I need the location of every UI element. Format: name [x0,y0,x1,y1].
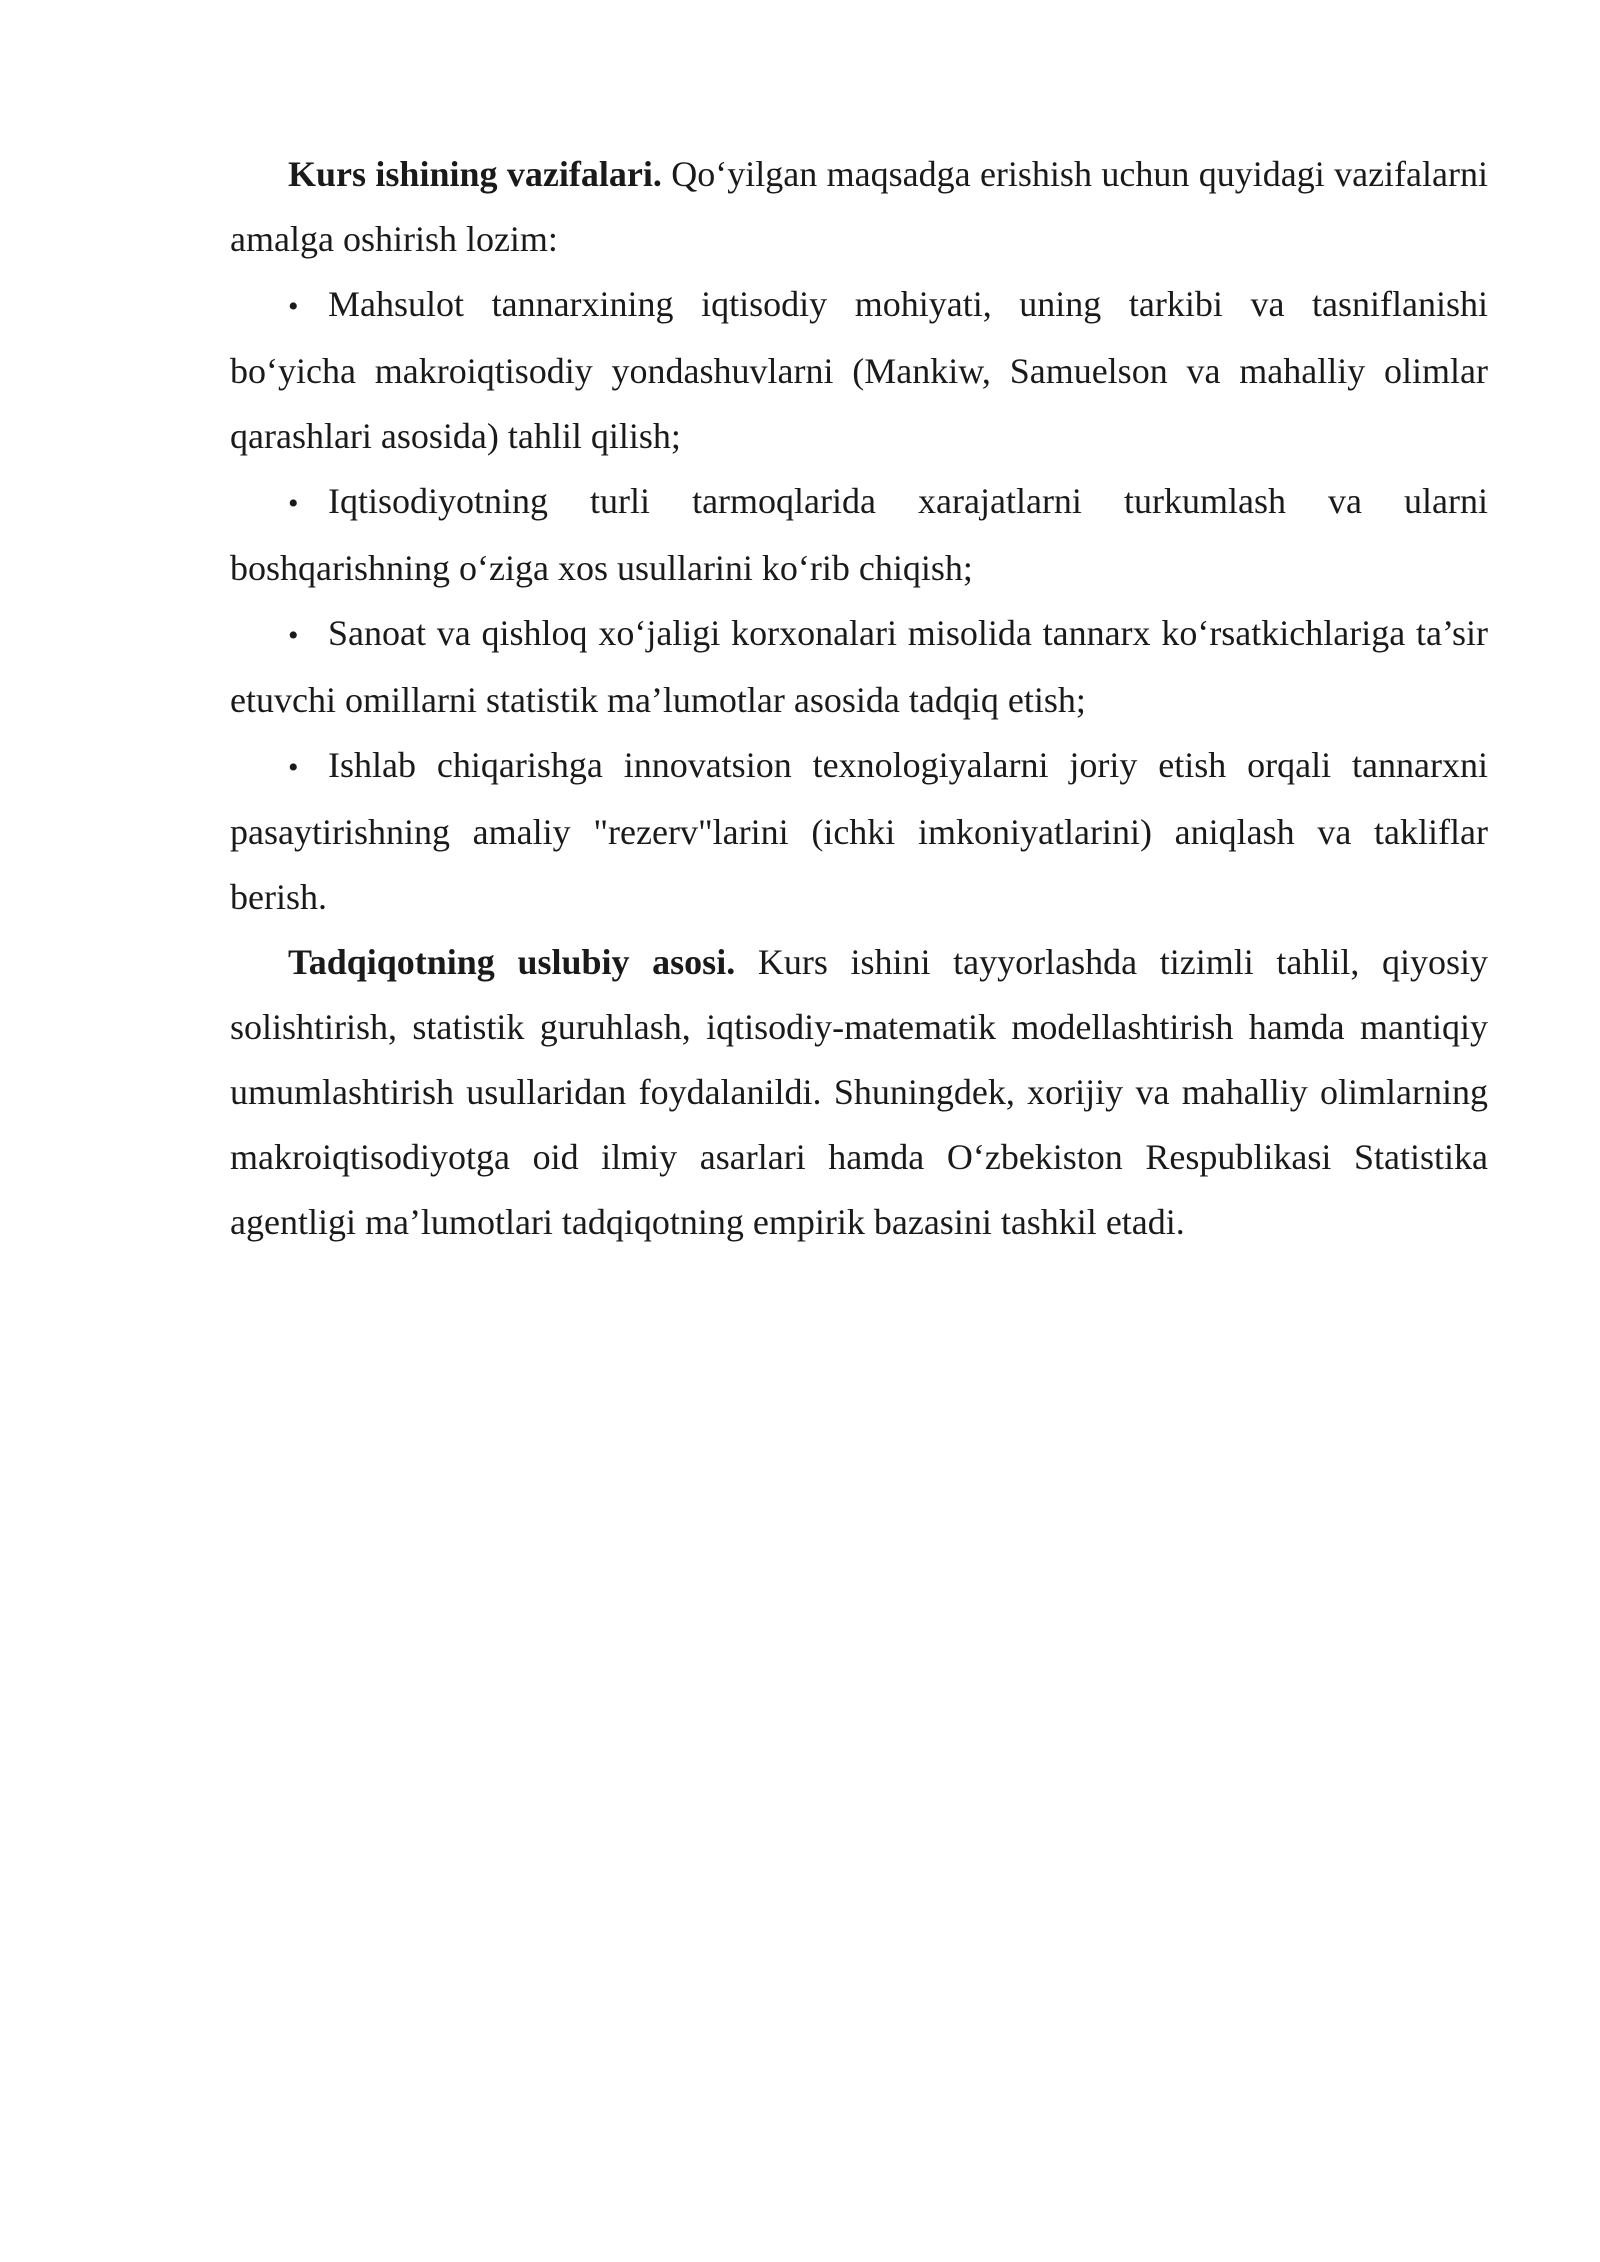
bullet-icon: • [288,751,299,784]
list-item [230,601,1488,733]
methodology-body: Kurs ishini tayyorlashda tizimli tahlil, qiyosiy solishtirish, statistik guruhlash, iqtisodiy-matematik modellashtirish hamda mantiqiy umumlashtirish usullaridan foydalanildi. Shuningdek, xorijiy va mahalliy olimlarning makroiqtisodiyotga oid ilmiy asarlari hamda O‘zbekiston Respublikasi Statistika agentligi ma’lumotlari tadqiqotning empirik bazasini tashkil etadi. [230,942,1488,1242]
bullet-icon: • [288,487,299,520]
bullet-icon: • [288,619,299,652]
bullet-icon: • [288,290,299,323]
document-body [230,142,1488,1255]
list-item-text: Iqtisodiyotning turli tarmoqlarida xarajatlarni turkumlash va ularni boshqarishning o‘ziga xos usullarini ko‘rib chiqish; [230,481,1488,588]
list-item-text: Sanoat va qishloq xo‘jaligi korxonalari misolida tannarx ko‘rsatkichlariga ta’sir etuvchi omillarni statistik ma’lumotlar asosida tadqiq etish; [230,613,1488,720]
list-item [230,733,1488,930]
list-item [230,272,1488,469]
list-item-text: Ishlab chiqarishga innovatsion texnologiyalarni joriy etish orqali tannarxni pasaytirishning amaliy "rezerv"larini (ichki imkoniyatlarini) aniqlash va takliflar berish. [230,745,1488,917]
methodology-heading: Tadqiqotning uslubiy asosi. [288,942,736,982]
methodology-paragraph [230,930,1488,1255]
list-item [230,469,1488,601]
tasks-heading: Kurs ishining vazifalari. [288,154,662,194]
tasks-intro: Qo‘yilgan maqsadga erishish uchun quyidagi vazifalarni amalga oshirish lozim: [230,154,1488,259]
tasks-paragraph [230,142,1488,272]
list-item-text: Mahsulot tannarxining iqtisodiy mohiyati, uning tarkibi va tasniflanishi bo‘yicha makroiqtisodiy yondashuvlarni (Mankiw, Samuelson va mahalliy olimlar qarashlari asosida) tahlil qilish; [230,284,1488,456]
